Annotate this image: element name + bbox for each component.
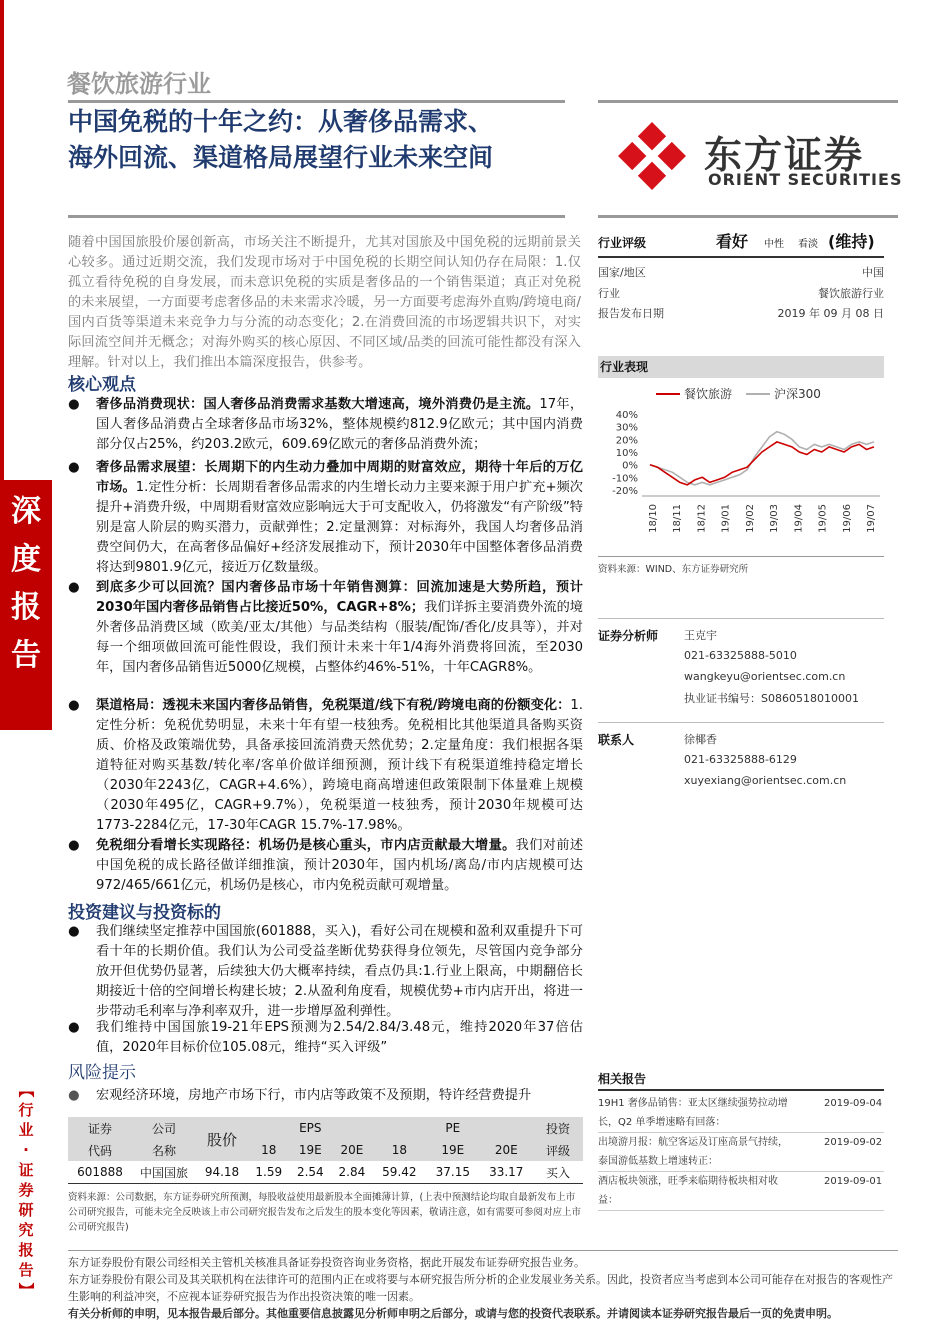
side-tag-char: 行 <box>18 1101 34 1119</box>
side-tag-char: 报 <box>18 1241 34 1259</box>
related-title: 益： <box>598 1195 618 1206</box>
info-value: 2019 年 09 月 08 日 <box>777 307 884 320</box>
x-tick-label: 19/01 <box>720 504 732 533</box>
th-company: 公司 <box>151 1121 176 1136</box>
bullet-dot: ● <box>68 698 80 713</box>
bullet-5 <box>68 836 583 896</box>
td-eps-20: 2.84 <box>338 1165 366 1179</box>
valuation-table <box>68 1117 583 1184</box>
bullet-dot: ● <box>68 460 80 475</box>
invest-heading: 投资建议与投资标的 <box>68 903 221 923</box>
side-tag-char: 业 <box>18 1121 34 1139</box>
logo-cn: 东方证券 <box>704 133 865 177</box>
bullet-text: 1.定性分析：免税优势明显，未来十年有望一枝独秀。免税相比其他渠道具备购买资质、价格及政策端优势，具备承接回流消费天然优势；2.定量角度：我们根据各渠道特征对购买基数/转化率/客单价做详细预测，预计线下有税渠道维持稳定增长（2030年2243亿，CAGR+4.6%），跨境电商高增速但政策限制下体量难上规模（2030年495亿，CAGR+9.7%），免税渠道一枝独秀，预计2030年规模可达1773-2284亿元，17-30年CAGR 15.7%-17.98%。 <box>96 698 583 833</box>
td-pe-20: 33.17 <box>489 1165 524 1179</box>
bullet-3 <box>68 578 583 678</box>
side-tag-char: · <box>23 1141 29 1159</box>
y-tick-label: 0% <box>622 460 638 472</box>
related-title: 酒店板块领涨，旺季来临期待板块相对收 <box>598 1176 778 1187</box>
td-pe-19: 37.15 <box>435 1165 470 1179</box>
series-line <box>650 432 874 485</box>
analyst-name: 王克宇 <box>684 629 717 642</box>
y-tick-label: -10% <box>612 473 638 485</box>
invest-bullet-1 <box>68 922 583 1022</box>
y-tick-label: -20% <box>612 486 638 497</box>
th-price: 股价 <box>206 1130 237 1149</box>
related-title: 长，Q2 单季增速略有回落： <box>598 1117 726 1128</box>
bullet-dot: ● <box>68 838 80 853</box>
bullet-bold: 到底多少可以回流？国内奢侈品市场十年销售测算：回流加速是大势所趋，预计2030年国内奢侈品销售占比接近50%，CAGR+8%； <box>96 580 583 615</box>
contact-block <box>598 722 884 787</box>
bullet-4 <box>68 696 583 836</box>
related-list <box>598 1094 884 1211</box>
bullet-dot: ● <box>68 397 80 412</box>
side-tag-char: 究 <box>18 1221 34 1239</box>
side-tag-char: 研 <box>18 1201 34 1219</box>
related-title: 出境游月报：航空客运及订座高景气持续， <box>598 1137 788 1148</box>
contact-email[interactable]: xuyexiang@orientsec.com.cn <box>684 774 847 787</box>
logo-bottom-rule <box>598 215 898 218</box>
side-deep-report <box>0 480 52 730</box>
x-tick-label: 19/02 <box>744 504 756 533</box>
contact-name: 徐椰香 <box>684 733 717 746</box>
legend-label-2: 沪深300 <box>774 387 821 401</box>
side-char: 报 <box>11 590 41 625</box>
bullet-dot: ● <box>68 1088 80 1103</box>
y-tick-label: 10% <box>615 448 638 459</box>
related-date: 2019-09-02 <box>824 1137 883 1148</box>
table-note: 资料来源：公司数据，东方证券研究所预测，每股收益使用最新股本全面摊薄计算，(上表中预测结论均取自最新发布上市公司研究报告，可能未完全反映该上市公司研究报告发布之后发生的股本变化等因素，敬请注意，如有需要可参阅对应上市公司研究报告) <box>68 1192 582 1233</box>
bullet-1 <box>68 395 583 455</box>
info-row <box>598 305 884 321</box>
title-line: 中国免税的十年之约：从奢侈品需求、 <box>68 107 494 136</box>
td-code: 601888 <box>77 1165 123 1179</box>
x-tick-label: 18/11 <box>672 504 684 533</box>
th-eps-19: 19E <box>298 1143 322 1157</box>
th-rating: 投资 <box>545 1121 570 1136</box>
x-tick-label: 19/03 <box>769 504 781 533</box>
orient-logo-icon <box>614 118 690 194</box>
related-title: 19H1 奢侈品销售：亚太区继续强势拉动增 <box>598 1098 788 1109</box>
chart-source: 资料来源：WIND、东方证券研究所 <box>598 556 884 575</box>
title-line: 海外回流、渠道格局展望行业未来空间 <box>68 143 494 172</box>
side-tag <box>8 1080 44 1300</box>
x-tick-label: 19/04 <box>793 504 805 533</box>
y-tick-label: 40% <box>615 410 638 421</box>
analyst-block <box>598 618 884 705</box>
info-value: 中国 <box>862 266 884 279</box>
contact-phone: 021-63325888-6129 <box>684 753 797 766</box>
invest-text: 我们继续坚定推荐中国国旅(601888，买入)，看好公司在规模和盈利双重提升下可看十年的长期价值。我们认为公司受益垄断优势获得身位领先，尽管国内竞争部分放开但优势仍显著，后续独大仍大概率持续，看点仍具:1.行业上限高，中期翻倍长期接近十倍的空间增长构建长坡；2.从盈利角度看，规模优势+市内店开出，将进一步带动毛利率与净利率双升，进一步增厚盈利弹性。 <box>96 924 583 1019</box>
related-heading: 相关报告 <box>598 1070 884 1091</box>
related-date: 2019-09-01 <box>824 1176 883 1187</box>
th-eps: EPS <box>299 1121 322 1135</box>
bullet-2 <box>68 458 583 578</box>
title-top-rule <box>68 100 565 103</box>
info-key: 报告发布日期 <box>598 307 664 320</box>
bullet-bold: 免税细分看增长实现路径：机场仍是核心重头，市内店贡献最大增量。 <box>96 838 516 853</box>
td-price: 94.18 <box>204 1165 240 1179</box>
bullet-dot: ● <box>68 580 80 595</box>
risk-bullet <box>68 1086 583 1106</box>
side-tag-char: 券 <box>18 1181 34 1199</box>
related-date: 2019-09-04 <box>824 1098 883 1109</box>
th-code: 证券 <box>87 1121 112 1136</box>
related-item[interactable] <box>598 1172 884 1211</box>
bullet-text: 我们详拆主要消费外流的境外奢侈品消费区域（欧美/亚太/其他）与品类结构（服装/配饰/香化/皮具等），并对每一个细项做回流可能性假设，我们预计未来十年1/4海外消费将回流，至2030年，国内奢侈品销售近5000亿规模，占整体约46%-51%，十年CAGR8%。 <box>96 600 583 675</box>
logo-en: ORIENT SECURITIES <box>708 170 903 189</box>
industry-label: 餐饮旅游行业 <box>67 70 211 98</box>
analyst-phone: 021-63325888-5010 <box>684 649 797 662</box>
bullet-dot: ● <box>68 924 80 939</box>
rating-maintain: (维持) <box>828 232 875 251</box>
bullet-dot: ● <box>68 1020 80 1035</box>
th-code-2: 代码 <box>87 1143 112 1158</box>
side-char: 深 <box>11 494 41 529</box>
td-name: 中国国旅 <box>139 1165 188 1180</box>
core-views-heading: 核心观点 <box>68 375 136 395</box>
th-eps-18: 18 <box>261 1143 277 1157</box>
bullet-text: 17年，国人奢侈品消费占全球奢侈品市场32%，整体规模约812.9亿欧元；其中国内消费部分仅占25%，约203.2欧元，609.69亿欧元的奢侈品消费外流； <box>96 397 584 452</box>
info-value: 餐饮旅游行业 <box>818 287 884 300</box>
td-pe-18: 59.42 <box>382 1165 417 1179</box>
title-bottom-rule <box>68 215 565 218</box>
bullet-bold: 渠道格局：透视未来国内奢侈品销售，免税渠道/线下有税/跨境电商的份额变化： <box>96 698 571 713</box>
footer-line: 东方证券股份有限公司及其关联机构在法律许可的范围内正在或将要与本研究报告所分析的企业发展业务关系。因此，投资者应当考虑到本公司可能存在对报告的客观性产生影响的利益冲突，不应视本证券研究报告为作出投资决策的唯一因素。 <box>68 1273 893 1303</box>
th-eps-20: 20E <box>340 1143 364 1157</box>
rating-value: 看好 <box>716 232 749 251</box>
th-name: 名称 <box>151 1143 176 1158</box>
th-pe-19: 19E <box>441 1143 465 1157</box>
footer <box>68 1254 898 1322</box>
info-row <box>598 264 884 280</box>
side-char: 度 <box>11 542 41 577</box>
logo-top-rule <box>598 100 898 103</box>
footer-rule <box>68 1250 898 1251</box>
footer-line: 东方证券股份有限公司经相关主管机关核准具备证券投资咨询业务资格，据此开展发布证券研究报告业务。 <box>68 1256 585 1269</box>
report-title <box>68 104 588 176</box>
intro-paragraph: 随着中国国旅股价屡创新高，市场关注不断提升，尤其对国旅及中国免税的远期前景关心较多。通过近期交流，我们发现市场对于中国免税的长期空间认知仍存在局限：1.仅孤立看待免税的自身发展，而未意识免税的实质是奢侈品的一个销售渠道；真正对免税的未来展望，一方面要考虑奢侈品的未来需求冷暖，另一方面要考虑海外直购/跨境电商/国内百货等渠道未来竞争力与分流的动态变化；2.在消费回流的市场逻辑共识下，对实际回流空间并无概念；对海外购买的核心原因、不同区域/品类的回流可能性都没有深入理解。针对以上，我们推出本篇深度报告，供参考。 <box>68 235 581 370</box>
contact-label: 联系人 <box>598 733 635 747</box>
perf-title: 行业表现 <box>600 360 649 374</box>
legend-label-1: 餐饮旅游 <box>684 387 733 401</box>
bullet-bold: 奢侈品需求展望：长周期下的内生动力叠加中周期的财富效应，期待十年后的万亿市场。 <box>96 460 583 495</box>
rating-bearish: 看淡 <box>798 239 818 250</box>
side-red-strip <box>0 0 4 480</box>
invest-bullet-2 <box>68 1018 583 1058</box>
chart-legend <box>656 386 821 401</box>
info-row <box>598 285 884 301</box>
bullet-text: 1.定性分析：长周期看奢侈品需求的内生增长动力主要来源于用户扩充+频次提升+消费升级，中周期看财富效应影响远大于可支配收入，仍将激发“有产阶级”特别是富人阶层的购买潜力，贡献弹性；2.定量测算：对标海外，我国人均奢侈品消费空间仍大，在高奢侈品偏好+经济发展推动下，预计2030年中国整体奢侈品消费将达到9801.9亿元，接近万亿数量级。 <box>96 480 583 575</box>
side-char: 告 <box>11 638 41 673</box>
y-tick-label: 30% <box>615 422 638 434</box>
risk-text: 宏观经济环境，房地产市场下行，市内店等政策不及预期，特许经营费提升 <box>96 1088 532 1103</box>
related-item[interactable] <box>598 1094 884 1133</box>
info-key: 行业 <box>598 287 620 300</box>
analyst-email[interactable]: wangkeyu@orientsec.com.cn <box>684 670 846 683</box>
bullet-text: 我们对前述中国免税的成长路径做详细推演，预计2030年，国内机场/离岛/市内店规模可达972/465/661亿元，机场仍是核心，市内免税贡献可观增量。 <box>96 838 584 893</box>
th-pe: PE <box>445 1121 461 1135</box>
x-tick-label: 19/05 <box>817 504 829 533</box>
td-rating: 买入 <box>545 1165 570 1180</box>
td-eps-18: 1.59 <box>255 1165 283 1179</box>
footer-line: 有关分析师的申明，见本报告最后部分。其他重要信息披露见分析师申明之后部分，或请与您的投资代表联系。并请阅读本证券研究报告最后一页的免责申明。 <box>68 1307 838 1320</box>
x-tick-label: 18/12 <box>696 504 708 533</box>
related-item[interactable] <box>598 1133 884 1172</box>
rating-label: 行业评级 <box>598 236 647 250</box>
side-tag-char: 证 <box>18 1161 34 1179</box>
invest-text: 我们维持中国国旅19-21年EPS预测为2.54/2.84/3.48元，维持2020年37倍估值，2020年目标价位105.08元，维持“买入评级” <box>96 1020 583 1055</box>
y-tick-label: 20% <box>615 435 638 447</box>
risk-heading: 风险提示 <box>68 1063 136 1083</box>
x-tick-label: 18/10 <box>648 504 659 533</box>
perf-heading <box>598 356 884 378</box>
th-pe-20: 20E <box>494 1143 518 1157</box>
x-tick-label: 19/07 <box>866 504 877 533</box>
th-pe-18: 18 <box>391 1143 407 1157</box>
analyst-label: 证券分析师 <box>598 629 659 643</box>
side-tag-char: 】 <box>17 1282 35 1298</box>
info-key: 国家/地区 <box>598 266 646 279</box>
bullet-bold: 奢侈品消费现状：国人奢侈品消费需求基数大增速高，境外消费仍是主流。 <box>96 397 540 412</box>
side-tag-char: 告 <box>18 1261 34 1279</box>
th-rating-2: 评级 <box>545 1143 570 1158</box>
rating-row <box>598 226 884 258</box>
td-eps-19: 2.54 <box>296 1165 324 1179</box>
x-tick-label: 19/06 <box>841 504 853 533</box>
related-title: 泰国游低基数上增速转正： <box>598 1156 718 1167</box>
analyst-cert: 执业证书编号：S0860518010001 <box>684 692 859 705</box>
side-tag-char: 【 <box>17 1082 35 1098</box>
rating-neutral: 中性 <box>764 239 784 250</box>
industry-performance-chart <box>598 380 884 550</box>
